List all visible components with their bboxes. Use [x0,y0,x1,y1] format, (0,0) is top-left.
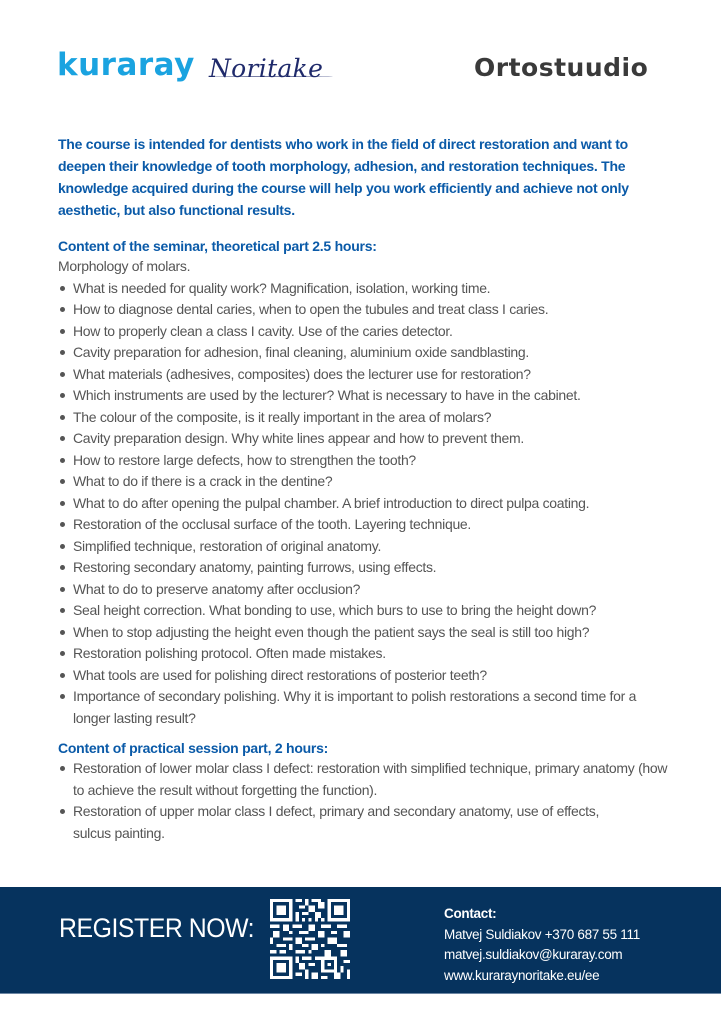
list-item: Seal height correction. What bonding to use, which burs to use to bring the height down? [58,600,678,622]
list-item: Simplified technique, restoration of original anatomy. [58,536,678,558]
register-banner [0,887,721,994]
contact-website-link[interactable]: www.kuraraynoritake.eu/ee [444,967,600,983]
list-item: Restoring secondary anatomy, painting furrows, using effects. [58,557,678,579]
contact-name-phone[interactable]: Matvej Suldiakov +370 687 55 111 [444,926,640,942]
list-item: Restoration of the occlusal surface of the tooth. Layering technique. [58,514,678,536]
list-item: Importance of secondary polishing. Why it is important to polish restorations a second time for a longer lasting result? [58,686,678,729]
list-item: Restoration of lower molar class I defect: restoration with simplified technique, primary anatomy (how to achieve the result without forgetting the function). [58,758,678,801]
list-item: Restoration polishing protocol. Often made mistakes. [58,643,678,665]
list-item: What to do after opening the pulpal chamber. A brief introduction to direct pulpa coating. [58,493,678,515]
list-item: How to restore large defects, how to strengthen the tooth? [58,450,678,472]
practical-list [58,758,678,844]
qr-code-icon[interactable] [270,899,350,979]
list-item: What to do to preserve anatomy after occlusion? [58,579,678,601]
header [0,0,721,110]
list-item: Cavity preparation for adhesion, final cleaning, aluminium oxide sandblasting. [58,342,678,364]
list-item: How to diagnose dental caries, when to open the tubules and treat class I caries. [58,299,678,321]
theory-title: Content of the seminar, theoretical part 2.5 hours: [58,238,377,254]
kuraray-logo: kuraray [57,47,195,83]
list-item: What materials (adhesives, composites) does the lecturer use for restoration? [58,364,678,386]
noritake-logo: Noritake [209,54,324,83]
theory-list [58,278,678,730]
intro-paragraph: The course is intended for dentists who work in the field of direct restoration and want to deepen their knowledge of tooth morphology, adhesion, and restoration techniques. The knowledge acquired during the course will help you work efficiently and achieve not only aesthetic, but also functional results. [58,136,629,218]
list-item: Cavity preparation design. Why white lines appear and how to prevent them. [58,428,678,450]
register-now-label: REGISTER NOW: [59,913,255,943]
list-item: What to do if there is a crack in the dentine? [58,471,678,493]
list-item: When to stop adjusting the height even though the patient says the seal is still too high? [58,622,678,644]
contact-title: Contact: [444,906,497,921]
list-item: What tools are used for polishing direct restorations of posterior teeth? [58,665,678,687]
practical-section [58,738,678,844]
list-item: Which instruments are used by the lecturer? What is necessary to have in the cabinet. [58,385,678,407]
practical-title: Content of practical session part, 2 hours: [58,740,329,756]
list-item: How to properly clean a class I cavity. Use of the caries detector. [58,321,678,343]
theory-section [58,236,678,729]
ortostuudio-logo: Ortostuudio [474,53,649,82]
contact-block [444,904,640,986]
list-item: The colour of the composite, is it really important in the area of molars? [58,407,678,429]
theory-subtitle: Morphology of molars. [58,258,191,274]
list-item: Restoration of upper molar class I defect, primary and secondary anatomy, use of effects, sulcus painting. [58,801,678,844]
list-item: What is needed for quality work? Magnification, isolation, working time. [58,278,678,300]
contact-email-link[interactable]: matvej.suldiakov@kuraray.com [444,947,623,962]
